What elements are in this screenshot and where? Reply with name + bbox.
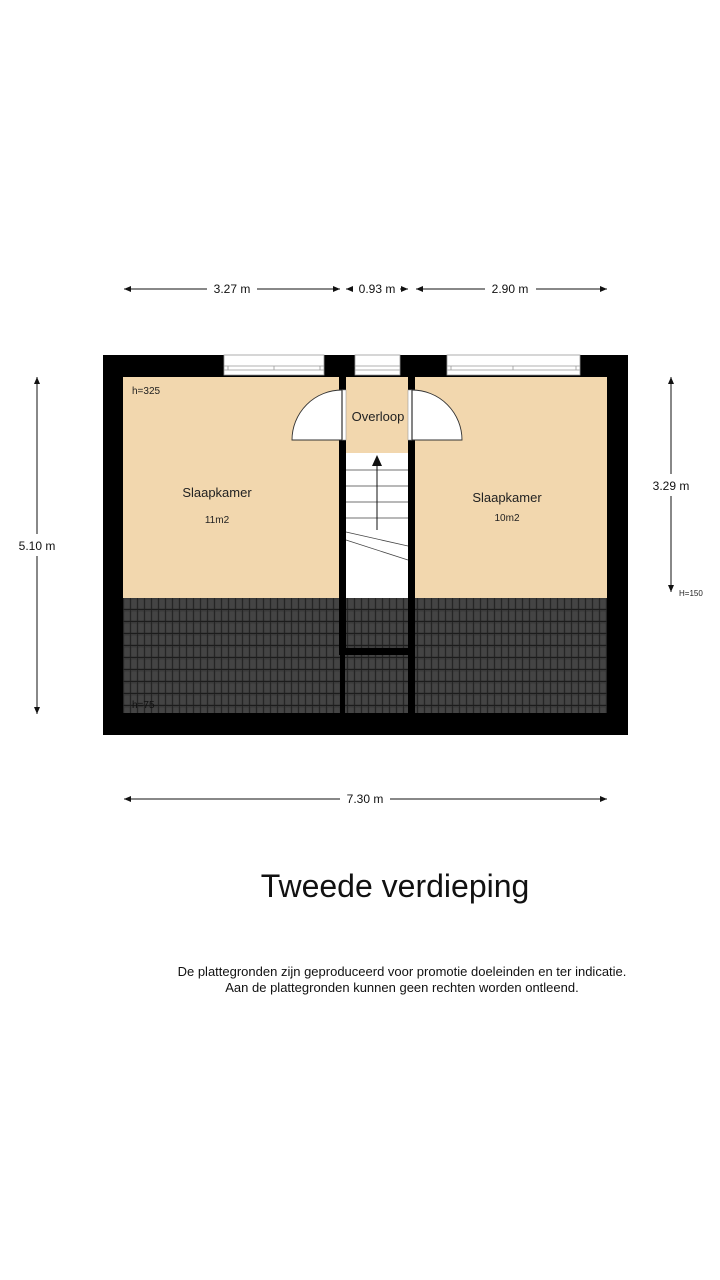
disclaimer-line-1: De plattegronden zijn geproduceerd voor promotie doeleinden en ter indicatie.	[177, 964, 627, 979]
window-left	[224, 355, 324, 375]
window-middle	[355, 355, 400, 375]
dimension-top-middle-label: 0.93 m	[358, 282, 396, 296]
bedroom-right-area: 10m2	[494, 513, 520, 524]
staircase	[346, 453, 408, 598]
knee-wall-height-label: h=75	[132, 700, 155, 711]
bedroom-left-name: Slaapkamer	[182, 485, 252, 500]
bedroom-left-area: 11m2	[204, 515, 230, 526]
right-height-marker: H=150	[679, 589, 703, 598]
dimension-right	[653, 377, 704, 598]
landing-name: Overloop	[351, 409, 405, 424]
floor-title: Tweede verdieping	[260, 868, 530, 904]
stair-wall-bottom	[339, 648, 415, 655]
roof-left	[123, 598, 340, 713]
dimension-top-left	[124, 282, 340, 296]
dimension-top-right-label: 2.90 m	[491, 282, 529, 296]
roof-right	[415, 598, 607, 713]
disclaimer-line-2: Aan de plattegronden kunnen geen rechten worden ontleend.	[225, 980, 579, 995]
window-right	[447, 355, 580, 375]
bedroom-right-name: Slaapkamer	[472, 490, 542, 505]
dimension-left	[19, 377, 56, 714]
dimension-bottom	[124, 792, 607, 806]
ceiling-height-label: h=325	[132, 386, 161, 397]
dimension-left-label: 5.10 m	[18, 539, 56, 553]
dimension-top-left-label: 3.27 m	[213, 282, 251, 296]
roof-stair-strip	[346, 598, 408, 648]
dimension-top-middle	[346, 282, 408, 296]
disclaimer	[0, 964, 720, 996]
dimension-right-label: 3.29 m	[652, 479, 690, 493]
roof-middle	[345, 655, 408, 713]
dimension-bottom-label: 7.30 m	[346, 792, 384, 806]
dimension-top-right	[416, 282, 607, 296]
